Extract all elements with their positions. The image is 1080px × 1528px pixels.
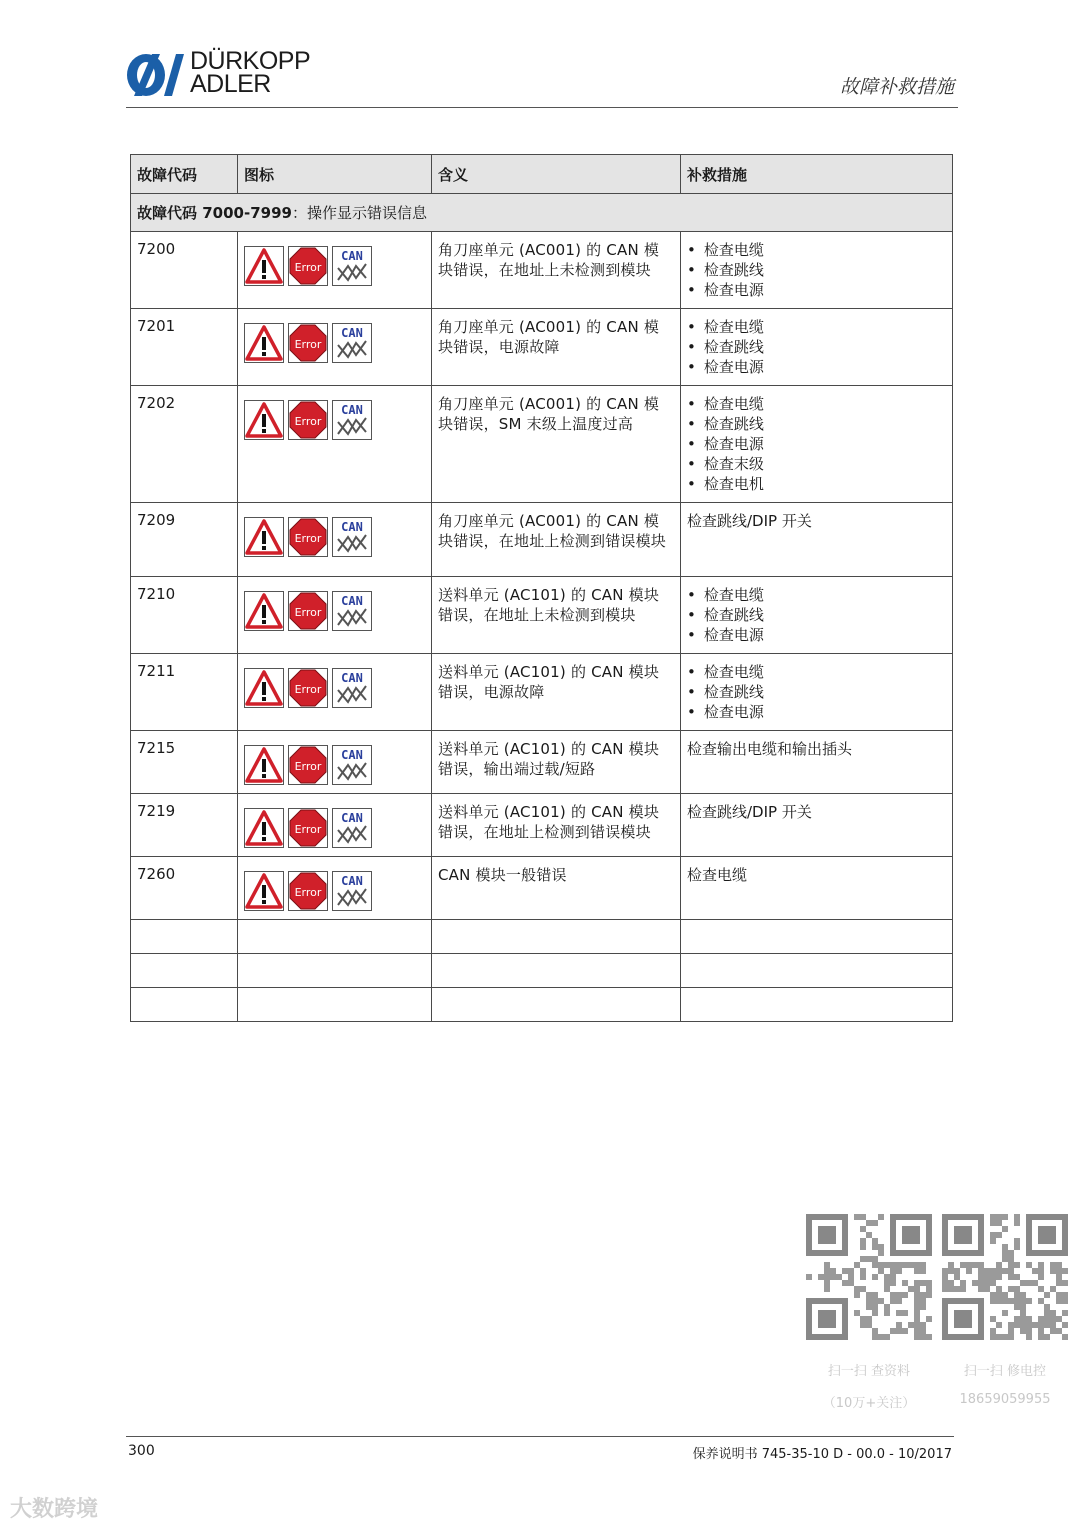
meaning: 角刀座单元 (AC001) 的 CAN 模块错误，SM 末级上温度过高 [432, 386, 681, 503]
meaning: 送料单元 (AC101) 的 CAN 模块错误，电源故障 [432, 654, 681, 731]
can-bus-icon [332, 808, 372, 848]
icon-cell [238, 794, 432, 857]
brand-line-2: ADLER [190, 70, 271, 98]
remedy-item: • 检查电源 [687, 702, 946, 722]
svg-text:Error: Error [294, 683, 322, 696]
remedy-item: • 检查跳线 [687, 414, 946, 434]
warning-triangle-icon [244, 668, 284, 708]
error-stop-icon [288, 323, 328, 363]
icon-cell [238, 577, 432, 654]
section-label-description: ：操作显示错误信息 [291, 204, 427, 222]
column-header-code: 故障代码 [131, 155, 238, 194]
empty-cell [432, 920, 681, 954]
page-number: 300 [128, 1443, 155, 1459]
error-stop-icon [288, 808, 328, 848]
svg-text:CAN: CAN [341, 671, 363, 685]
svg-text:Error: Error [294, 261, 322, 274]
remedy-text: 检查跳线/DIP 开关 [687, 512, 812, 530]
empty-cell [238, 920, 432, 954]
column-header-meaning: 含义 [432, 155, 681, 194]
column-header-remedy: 补救措施 [681, 155, 953, 194]
remedy-item: • 检查电机 [687, 474, 946, 494]
table-row [131, 794, 953, 857]
remedy-item: • 检查跳线 [687, 337, 946, 357]
warning-triangle-icon [244, 808, 284, 848]
error-stop-icon [288, 871, 328, 911]
remedy-item: • 检查末级 [687, 454, 946, 474]
can-bus-icon [332, 400, 372, 440]
error-code: 7201 [131, 309, 238, 386]
empty-cell [131, 988, 238, 1022]
remedy-list [687, 394, 946, 494]
svg-text:CAN: CAN [341, 403, 363, 417]
error-code: 7209 [131, 503, 238, 577]
table-row [131, 731, 953, 794]
svg-text:Error: Error [294, 532, 322, 545]
warning-triangle-icon [244, 400, 284, 440]
svg-text:CAN: CAN [341, 748, 363, 762]
remedy-cell [681, 577, 953, 654]
meaning: 角刀座单元 (AC001) 的 CAN 模块错误，在地址上未检测到模块 [432, 232, 681, 309]
error-stop-icon [288, 745, 328, 785]
error-code: 7211 [131, 654, 238, 731]
error-stop-icon [288, 246, 328, 286]
empty-table-row [131, 988, 953, 1022]
can-bus-icon [332, 246, 372, 286]
error-code: 7260 [131, 857, 238, 920]
remedy-cell [681, 857, 953, 920]
can-bus-icon [332, 323, 372, 363]
remedy-item: • 检查电源 [687, 280, 946, 300]
warning-triangle-icon [244, 871, 284, 911]
remedy-list [687, 662, 946, 722]
warning-triangle-icon [244, 591, 284, 631]
remedy-cell [681, 654, 953, 731]
remedy-item: • 检查电源 [687, 625, 946, 645]
svg-text:Error: Error [294, 338, 322, 351]
error-stop-icon [288, 668, 328, 708]
meaning: 送料单元 (AC101) 的 CAN 模块错误，输出端过载/短路 [432, 731, 681, 794]
qr-caption: 扫一扫 查资料 [827, 1364, 911, 1379]
svg-text:Error: Error [294, 606, 322, 619]
qr-code-icon [806, 1214, 932, 1340]
remedy-item: • 检查跳线 [687, 605, 946, 625]
remedy-text: 检查输出电缆和输出插头 [687, 740, 853, 758]
empty-cell [432, 954, 681, 988]
table-row [131, 503, 953, 577]
brand-line-1: DÜRKOPP [190, 47, 311, 75]
section-label [131, 194, 953, 232]
meaning: CAN 模块一般错误 [432, 857, 681, 920]
warning-triangle-icon [244, 517, 284, 557]
brand-name [190, 47, 311, 98]
svg-text:CAN: CAN [341, 811, 363, 825]
svg-text:Error: Error [294, 415, 322, 428]
header-divider [126, 107, 958, 108]
remedy-item: • 检查电缆 [687, 394, 946, 414]
empty-cell [432, 988, 681, 1022]
svg-text:CAN: CAN [341, 326, 363, 340]
table-row [131, 857, 953, 920]
error-stop-icon [288, 591, 328, 631]
empty-cell [681, 988, 953, 1022]
svg-text:Error: Error [294, 823, 322, 836]
icon-cell [238, 731, 432, 794]
table-row [131, 386, 953, 503]
can-bus-icon [332, 668, 372, 708]
empty-cell [238, 954, 432, 988]
error-code: 7210 [131, 577, 238, 654]
remedy-cell [681, 503, 953, 577]
duerkopp-adler-logo-icon [126, 52, 186, 98]
remedy-item: • 检查电缆 [687, 240, 946, 260]
qr-caption: 18659059955 [959, 1392, 1051, 1407]
svg-text:CAN: CAN [341, 520, 363, 534]
remedy-list [687, 317, 946, 377]
can-bus-icon [332, 517, 372, 557]
error-code: 7200 [131, 232, 238, 309]
remedy-cell [681, 731, 953, 794]
can-bus-icon [332, 745, 372, 785]
can-bus-icon [332, 591, 372, 631]
section-title: 故障补救措施 [839, 76, 954, 98]
svg-text:CAN: CAN [341, 874, 363, 888]
warning-triangle-icon [244, 323, 284, 363]
empty-cell [131, 920, 238, 954]
svg-text:CAN: CAN [341, 249, 363, 263]
remedy-cell [681, 794, 953, 857]
table-row [131, 654, 953, 731]
meaning: 角刀座单元 (AC001) 的 CAN 模块错误，在地址上检测到错误模块 [432, 503, 681, 577]
remedy-cell [681, 232, 953, 309]
remedy-item: • 检查电源 [687, 357, 946, 377]
empty-cell [681, 954, 953, 988]
footer-divider [126, 1436, 954, 1437]
remedy-item: • 检查跳线 [687, 260, 946, 280]
error-code: 7202 [131, 386, 238, 503]
error-stop-icon [288, 400, 328, 440]
can-bus-icon [332, 871, 372, 911]
table-section-row [131, 194, 953, 232]
remedy-item: • 检查电缆 [687, 585, 946, 605]
icon-cell [238, 309, 432, 386]
meaning: 送料单元 (AC101) 的 CAN 模块错误，在地址上检测到错误模块 [432, 794, 681, 857]
column-header-icon: 图标 [238, 155, 432, 194]
section-label-code-range: 故障代码 7000-7999 [137, 204, 292, 222]
remedy-item: • 检查跳线 [687, 682, 946, 702]
remedy-list [687, 240, 946, 300]
qr-caption: （10万+关注） [822, 1396, 916, 1411]
error-code: 7219 [131, 794, 238, 857]
icon-cell [238, 503, 432, 577]
icon-cell [238, 857, 432, 920]
empty-cell [238, 988, 432, 1022]
icon-cell [238, 654, 432, 731]
document-reference: 保养说明书 745-35-10 D - 00.0 - 10/2017 [692, 1447, 952, 1462]
table-header-row [131, 155, 953, 194]
qr-code-icon [942, 1214, 1068, 1340]
icon-cell [238, 232, 432, 309]
icon-cell [238, 386, 432, 503]
empty-table-row [131, 920, 953, 954]
qr-caption: 扫一扫 修电控 [963, 1364, 1047, 1379]
svg-text:CAN: CAN [341, 594, 363, 608]
remedy-item: • 检查电缆 [687, 662, 946, 682]
meaning: 送料单元 (AC101) 的 CAN 模块错误，在地址上未检测到模块 [432, 577, 681, 654]
warning-triangle-icon [244, 246, 284, 286]
remedy-list [687, 585, 946, 645]
remedy-item: • 检查电缆 [687, 317, 946, 337]
brand-logo [126, 47, 326, 100]
error-stop-icon [288, 517, 328, 557]
table-row [131, 309, 953, 386]
empty-cell [681, 920, 953, 954]
remedy-cell [681, 386, 953, 503]
empty-table-row [131, 954, 953, 988]
remedy-text: 检查跳线/DIP 开关 [687, 803, 812, 821]
error-code: 7215 [131, 731, 238, 794]
meaning: 角刀座单元 (AC001) 的 CAN 模块错误，电源故障 [432, 309, 681, 386]
svg-text:Error: Error [294, 886, 322, 899]
error-code-table [130, 154, 953, 1022]
warning-triangle-icon [244, 745, 284, 785]
remedy-cell [681, 309, 953, 386]
remedy-text: 检查电缆 [687, 866, 748, 884]
table-row [131, 577, 953, 654]
svg-text:Error: Error [294, 760, 322, 773]
watermark: 大数跨境 [10, 1497, 99, 1522]
remedy-item: • 检查电源 [687, 434, 946, 454]
table-row [131, 232, 953, 309]
empty-cell [131, 954, 238, 988]
